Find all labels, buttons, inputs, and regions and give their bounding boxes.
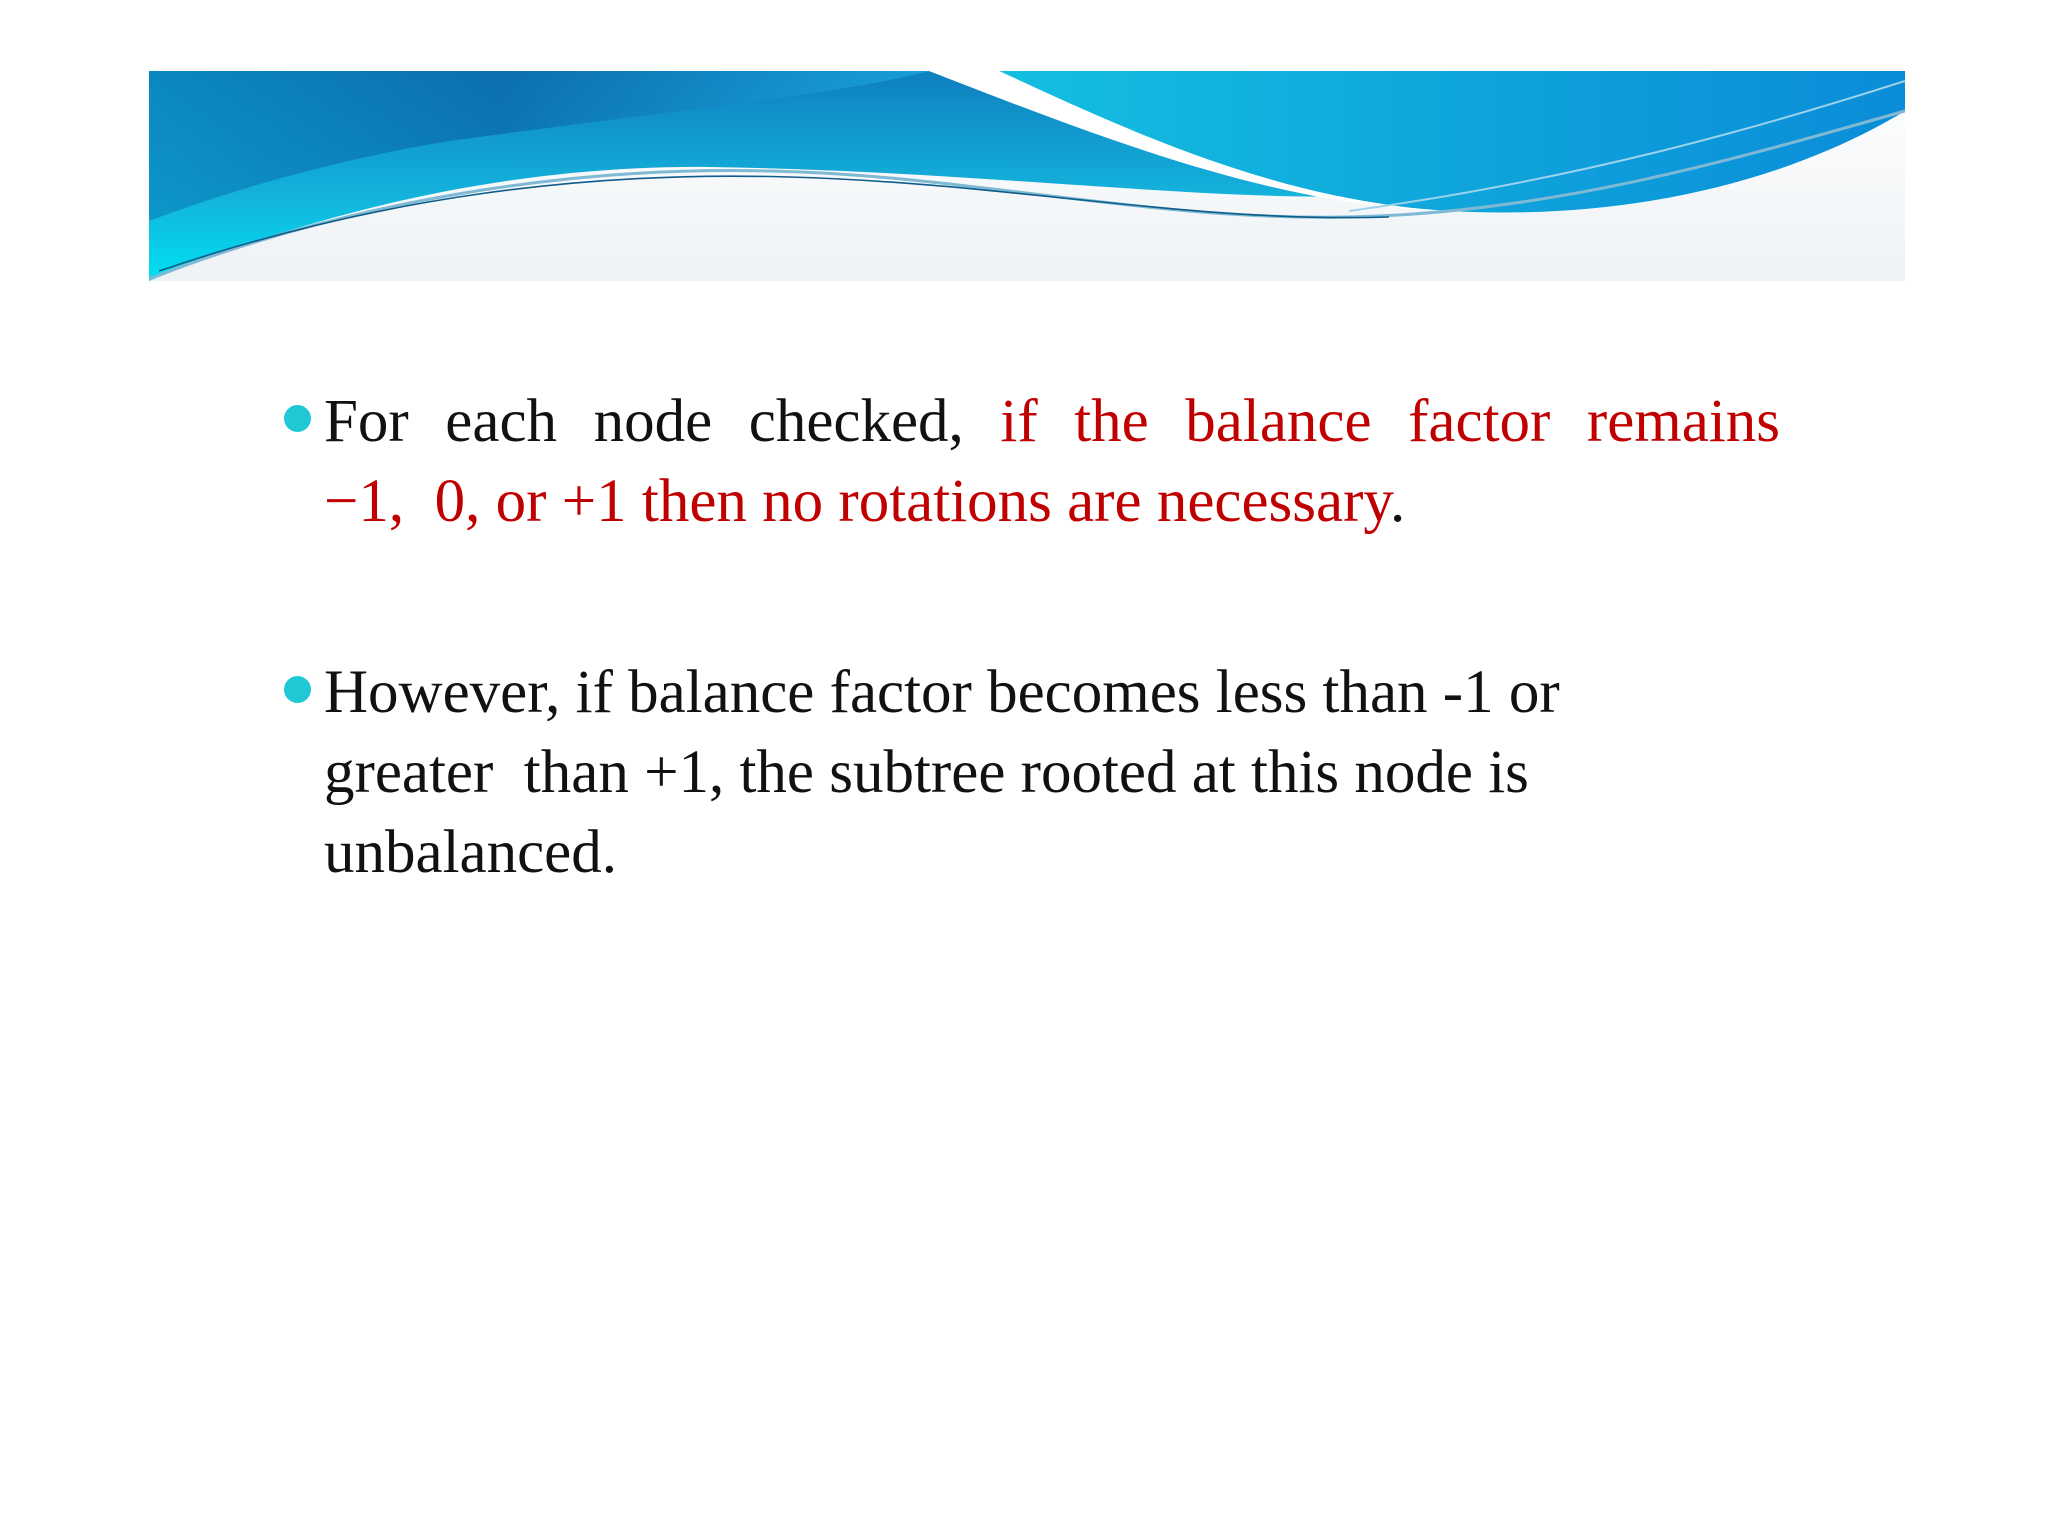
bullet-1-line-1: [324, 382, 1780, 462]
bullet-2-line-2: greater than +1, the subtree rooted at this node is: [324, 739, 1529, 806]
bullet-1-line-2: [324, 462, 1780, 542]
bullet-item-2: [280, 653, 1780, 893]
bullet-1-text-highlight-cont: −1, 0, or +1 then no rotations are necessary: [324, 468, 1390, 535]
bullet-2-line-1: However, if balance factor becomes less than -1 or: [324, 659, 1560, 726]
bullet-1-text-highlight: if the balance factor remains: [1000, 388, 1780, 455]
header-wave-banner: [149, 71, 1905, 281]
bullet-dot-icon: [284, 676, 311, 703]
bullet-item-1: [280, 382, 1780, 542]
bullet-2-line-3: unbalanced.: [324, 819, 617, 886]
bullet-dot-icon: [284, 405, 311, 432]
bullet-1-period: .: [1389, 468, 1406, 535]
wave-graphic: [149, 71, 1905, 281]
bullet-1-text-normal: For each node checked,: [324, 388, 1001, 455]
slide-body: [280, 382, 1780, 1004]
